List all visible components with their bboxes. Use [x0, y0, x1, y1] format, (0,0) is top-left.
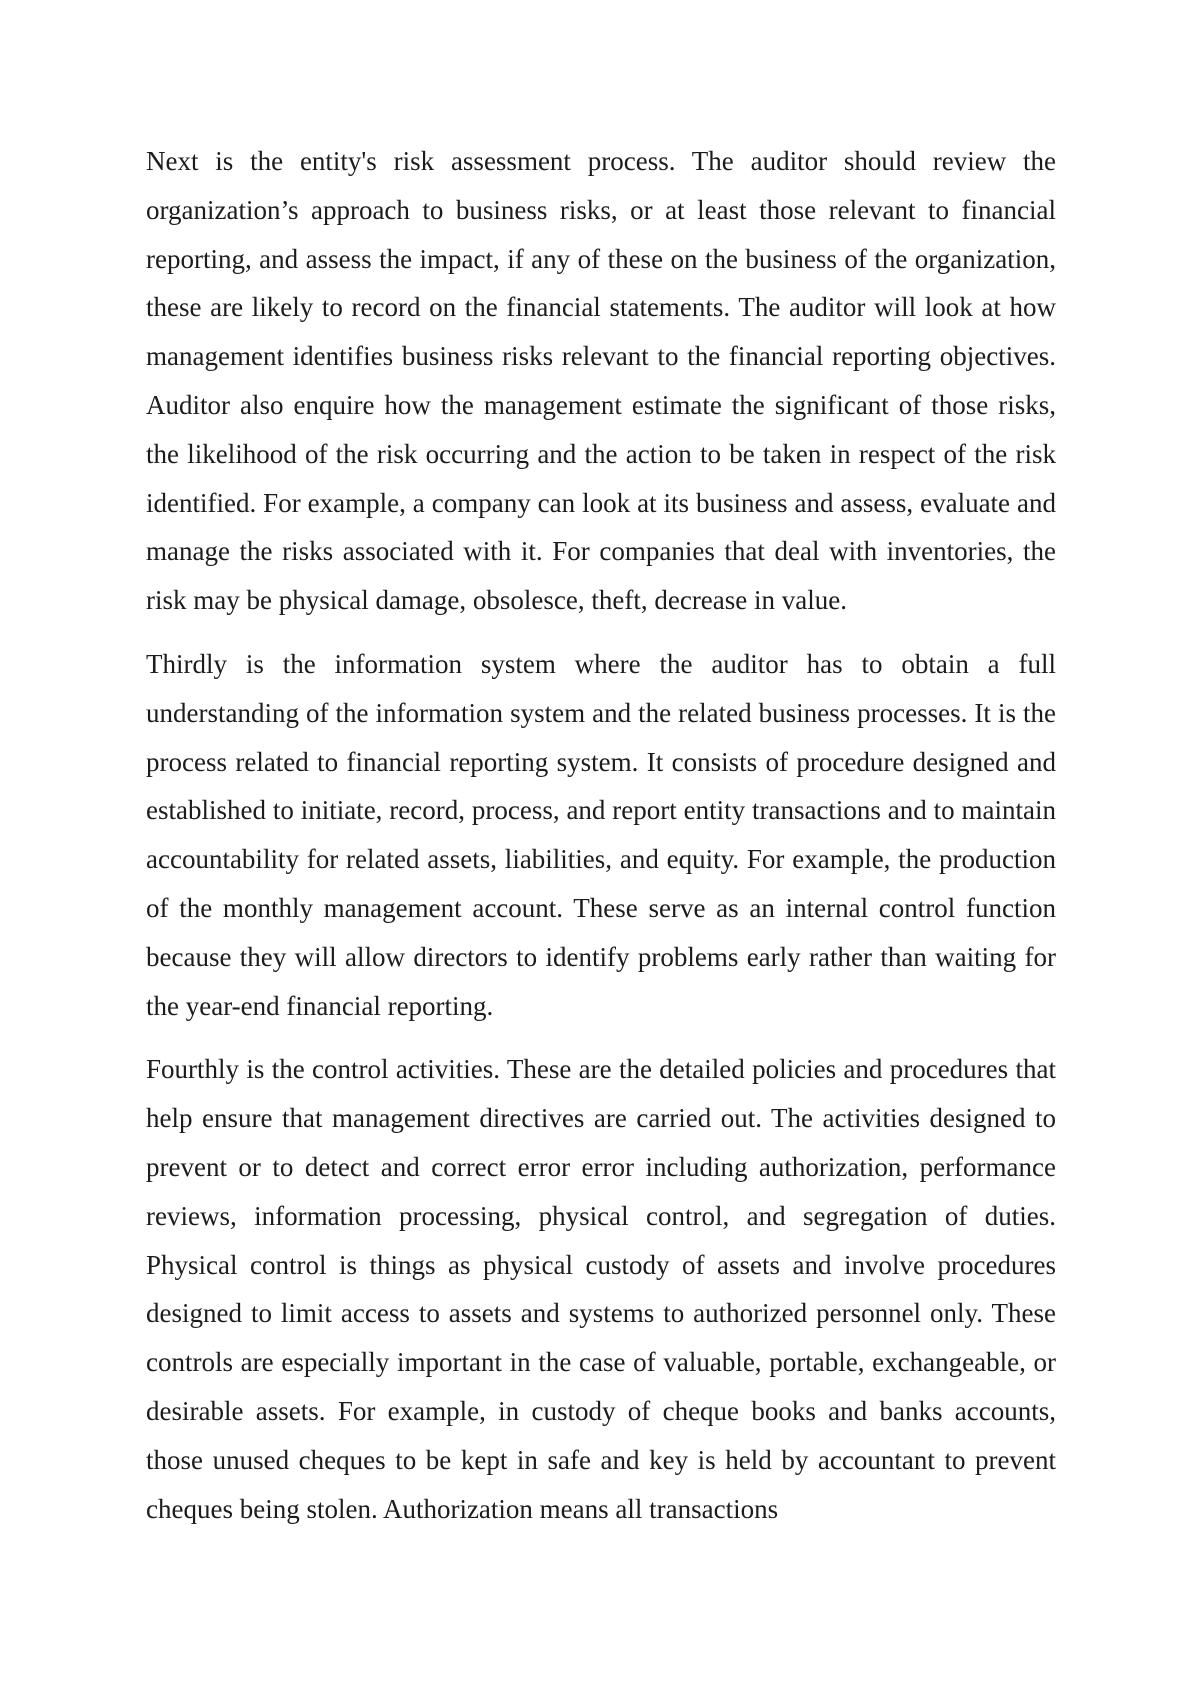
- paragraph-control-activities: Fourthly is the control activities. These are the detailed policies and procedures that help ensure that management directives are carried out. The activities designed to prevent or to detect and correct error error including authorization, performance reviews, information processing, physical control, and segregation of duties. Physical control is things as physical custody of assets and involve procedures designed to limit access to assets and systems to authorized personnel only. These controls are especially important in the case of valuable, portable, exchangeable, or desirable assets. For example, in custody of cheque books and banks accounts, those unused cheques to be kept in safe and key is held by accountant to prevent cheques being stolen. Authorization means all transactions: [146, 1054, 1056, 1524]
- document-body: [146, 137, 1056, 1548]
- paragraph-risk-assessment: Next is the entity's risk assessment process. The auditor should review the organization’s approach to business risks, or at least those relevant to financial reporting, and assess the impact, if any of these on the business of the organization, these are likely to record on the financial statements. The auditor will look at how management identifies business risks relevant to the financial reporting objectives. Auditor also enquire how the management estimate the significant of those risks, the likelihood of the risk occurring and the action to be taken in respect of the risk identified. For example, a company can look at its business and assess, evaluate and manage the risks associated with it. For companies that deal with inventories, the risk may be physical damage, obsolesce, theft, decrease in value.: [146, 146, 1056, 616]
- paragraph-information-system: Thirdly is the information system where the auditor has to obtain a full understanding of the information system and the related business processes. It is the process related to financial reporting system. It consists of procedure designed and established to initiate, record, process, and report entity transactions and to maintain accountability for related assets, liabilities, and equity. For example, the production of the monthly management account. These serve as an internal control function because they will allow directors to identify problems early rather than waiting for the year-end financial reporting.: [146, 648, 1056, 1021]
